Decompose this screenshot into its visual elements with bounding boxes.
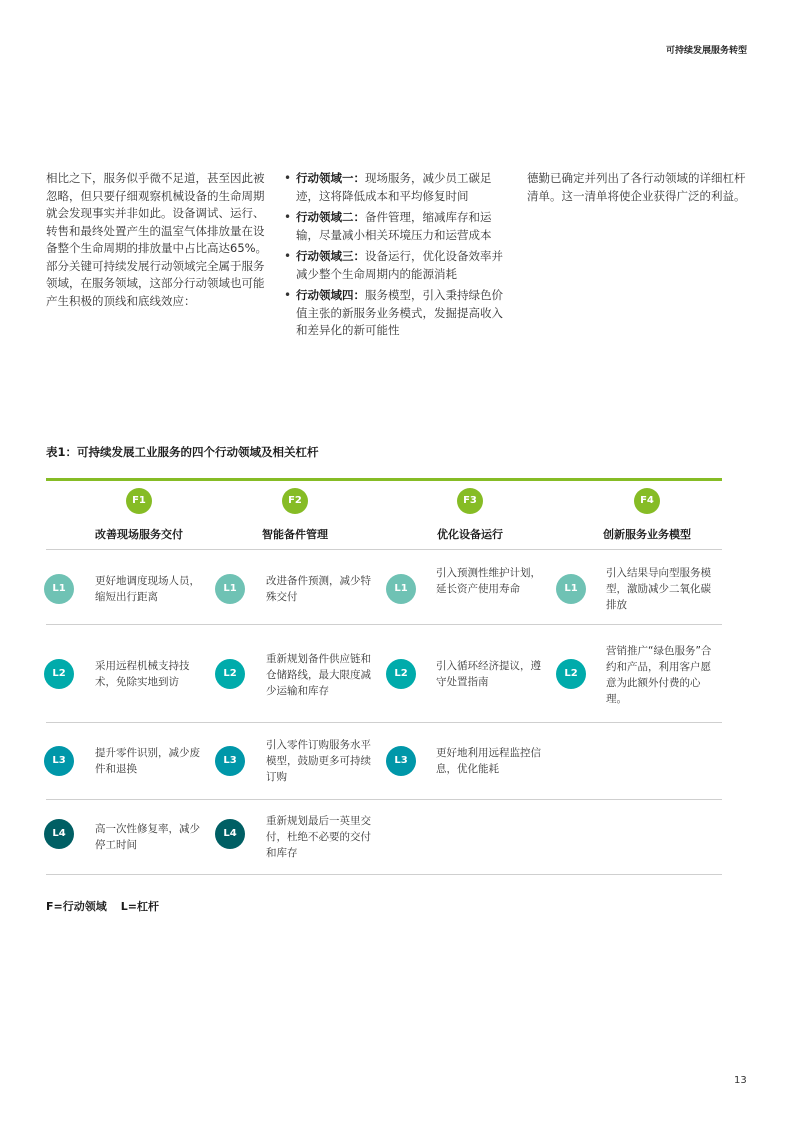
bullet-dot-icon: • (284, 210, 292, 224)
lever-text: 引入循环经济提议，遵守处置指南 (436, 660, 541, 688)
field-column-header-f2 (210, 488, 380, 542)
lever-badge: L2 (556, 659, 586, 689)
page-number: 13 (734, 1075, 747, 1086)
lever-badge: L3 (44, 746, 74, 776)
table-divider (46, 722, 722, 723)
lever-badge: L4 (215, 819, 245, 849)
bullet-dot-icon: • (284, 288, 292, 302)
field-column-header-f4 (562, 488, 732, 542)
bullet-dot-icon: • (284, 249, 292, 263)
lever-text: 引入结果导向型服务模型，激励减少二氧化碳排放 (606, 567, 711, 611)
action-field-name: 行动领域三： (296, 249, 365, 263)
lever-badge: L4 (44, 819, 74, 849)
action-field-name: 行动领域一： (296, 171, 365, 185)
field-badge: F1 (126, 488, 152, 514)
table-divider (46, 549, 722, 550)
lever-text: 重新规划备件供应链和仓储路线，最大限度减少运输和库存 (266, 653, 371, 697)
legend-l: L=杠杆 (120, 900, 159, 913)
action-field-text: 设备运行，优化设备效率并减少整个生命周期内的能源消耗 (296, 249, 503, 281)
table-divider (46, 799, 722, 800)
lever-badge: L2 (386, 659, 416, 689)
running-header: 可持续发展服务转型 (665, 46, 747, 56)
table-top-rule (46, 478, 722, 481)
action-field-bullet-2 (284, 209, 509, 244)
field-title: 智能备件管理 (262, 528, 328, 541)
lever-text: 引入预测性维护计划，延长资产使用寿命 (436, 567, 541, 595)
lever-text: 改进备件预测，减少特殊交付 (266, 575, 371, 603)
field-badge: F4 (634, 488, 660, 514)
lever-text: 更好地利用远程监控信息，优化能耗 (436, 747, 541, 775)
lever-badge: L1 (556, 574, 586, 604)
table-caption: 表1：可持续发展工业服务的四个行动领域及相关杠杆 (46, 445, 319, 459)
lever-text: 高一次性修复率，减少停工时间 (95, 823, 200, 851)
lever-text: 重新规划最后一英里交付，杜绝不必要的交付和库存 (266, 815, 371, 859)
lever-badge: L2 (215, 659, 245, 689)
lever-badge: L1 (215, 574, 245, 604)
lever-text: 营销推广“绿色服务”合约和产品，利用客户愿意为此额外付费的心理。 (606, 645, 712, 705)
lever-text: 更好地调度现场人员，缩短出行距离 (95, 575, 200, 603)
action-field-text: 服务模型，引入秉持绿色价值主张的新服务业务模式，发掘提高收入和差异化的新可能性 (296, 288, 503, 337)
field-title: 创新服务业务模型 (603, 528, 691, 541)
bullet-dot-icon: • (284, 171, 292, 185)
table-divider (46, 874, 722, 875)
action-field-text: 备件管理，缩减库存和运输，尽量减小相关环境压力和运营成本 (296, 210, 492, 242)
intro-paragraph: 相比之下，服务似乎微不足道，甚至因此被忽略，但只要仔细观察机械设备的生命周期就会发现事实并非如此。设备调试、运行、转售和最终处置产生的温室气体排放量在设备整个生命周期的排放量中占比高达65%。部分关键可持续发展行动领域完全属于服务领域，在服务领域，这部分行动领域也可能产生积极的顶线和底线效应： (46, 171, 268, 308)
field-badge: F2 (282, 488, 308, 514)
field-title: 优化设备运行 (437, 528, 503, 541)
field-badge: F3 (457, 488, 483, 514)
table-legend (46, 898, 159, 914)
action-field-list (284, 170, 509, 344)
lever-badge: L1 (44, 574, 74, 604)
table-divider (46, 624, 722, 625)
lever-badge: L2 (44, 659, 74, 689)
action-field-bullet-3 (284, 248, 509, 283)
lever-text: 引入零件订购服务水平模型，鼓励更多可持续订购 (266, 739, 371, 783)
action-field-name: 行动领域二： (296, 210, 365, 224)
legend-f: F=行动领域 (46, 900, 107, 913)
action-field-bullet-1 (284, 170, 509, 205)
lever-text: 提升零件识别，减少废件和退换 (95, 747, 200, 775)
lever-badge: L3 (386, 746, 416, 776)
field-column-header-f1 (54, 488, 224, 542)
lever-badge: L3 (215, 746, 245, 776)
lever-text: 采用远程机械支持技术，免除实地到访 (95, 660, 190, 688)
summary-paragraph: 德勤已确定并列出了各行动领域的详细杠杆清单。这一清单将使企业获得广泛的利益。 (527, 171, 746, 203)
lever-badge: L1 (386, 574, 416, 604)
action-field-text: 现场服务，减少员工碳足迹，这将降低成本和平均修复时间 (296, 171, 492, 203)
field-column-header-f3 (385, 488, 555, 542)
action-field-name: 行动领域四： (296, 288, 365, 302)
action-field-bullet-4 (284, 287, 509, 340)
field-title: 改善现场服务交付 (95, 528, 183, 541)
